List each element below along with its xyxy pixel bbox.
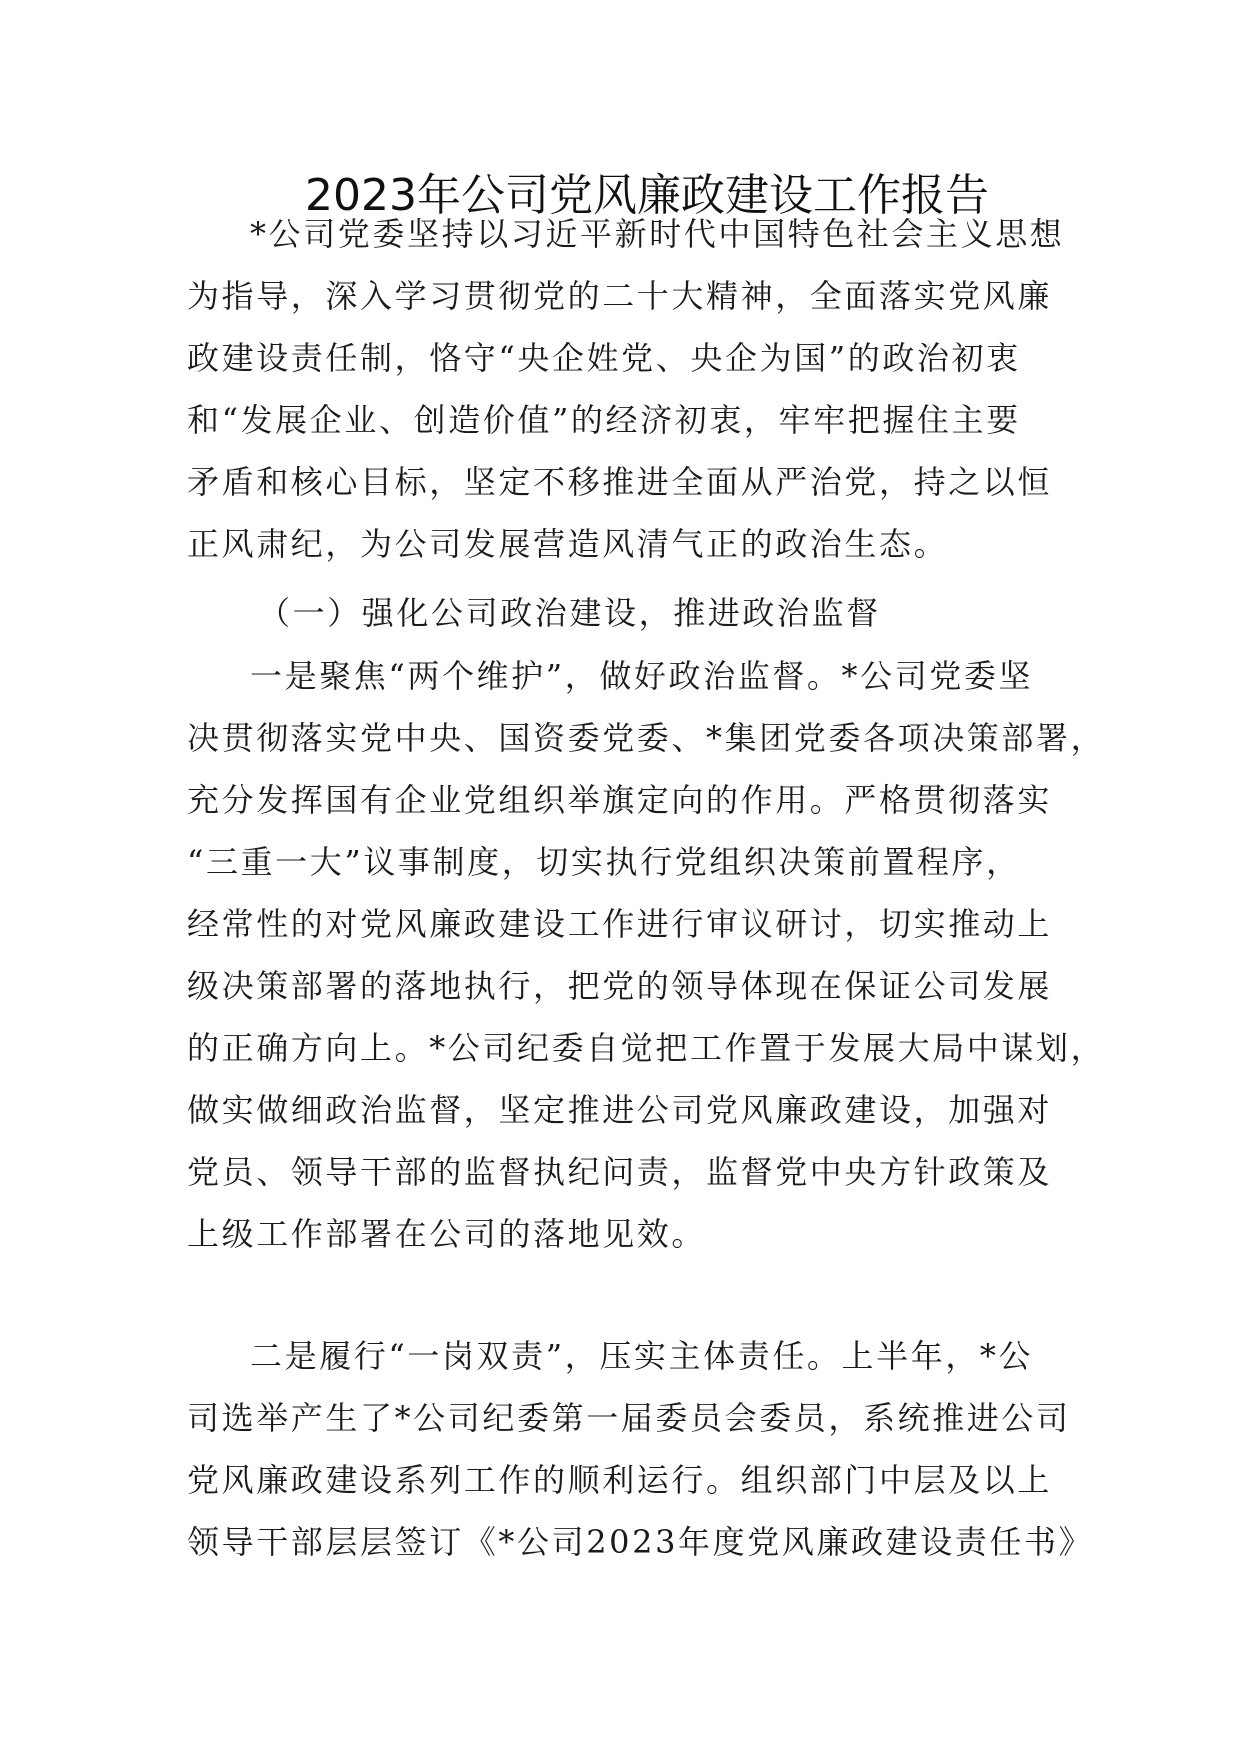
para1-line-10: 上级工作部署在公司的落地见效。 — [187, 1215, 707, 1253]
para2-line-3: 党风廉政建设系列工作的顺利运行。组织部门中层及以上 — [187, 1461, 1053, 1499]
intro-line-1: *公司党委坚持以习近平新时代中国特色社会主义思想 — [250, 215, 1065, 253]
section-heading: （一）强化公司政治建设，推进政治监督 — [258, 594, 881, 632]
para1-line-3: 充分发挥国有企业党组织举旗定向的作用。严格贯彻落实 — [187, 781, 1053, 819]
para1-line-5: 经常性的对党风廉政建设工作进行审议研讨，切实推动上 — [187, 905, 1053, 943]
document-title: 2023年公司党风廉政建设工作报告 — [305, 170, 989, 221]
para1-line-2: 决贯彻落实党中央、国资委党委、*集团党委各项决策部署， — [187, 719, 1106, 757]
para2-line-2: 司选举产生了*公司纪委第一届委员会委员，系统推进公司 — [187, 1399, 1071, 1437]
para1-line-1: 一是聚焦“两个维护”，做好政治监督。*公司党委坚 — [250, 657, 1034, 695]
intro-line-6: 正风肃纪，为公司发展营造风清气正的政治生态。 — [187, 525, 949, 563]
para1-line-9: 党员、领导干部的监督执纪问责，监督党中央方针政策及 — [187, 1153, 1053, 1191]
para1-line-4: “三重一大”议事制度，切实执行党组织决策前置程序， — [187, 843, 1021, 881]
para1-line-6: 级决策部署的落地执行，把党的领导体现在保证公司发展 — [187, 967, 1053, 1005]
para1-line-8: 做实做细政治监督，坚定推进公司党风廉政建设，加强对 — [187, 1091, 1053, 1129]
intro-line-5: 矛盾和核心目标，坚定不移推进全面从严治党，持之以恒 — [187, 463, 1053, 501]
intro-line-2: 为指导，深入学习贯彻党的二十大精神，全面落实党风廉 — [187, 277, 1053, 315]
para2-line-1: 二是履行“一岗双责”，压实主体责任。上半年，*公 — [250, 1337, 1034, 1375]
intro-line-3: 政建设责任制，恪守“央企姓党、央企为国”的政治初衷 — [187, 339, 1021, 377]
para2-line-4: 领导干部层层签订《*公司2023年度党风廉政建设责任书》 — [187, 1523, 1094, 1561]
para1-line-7: 的正确方向上。*公司纪委自觉把工作置于发展大局中谋划， — [187, 1029, 1106, 1067]
intro-line-4: 和“发展企业、创造价值”的经济初衷，牢牢把握住主要 — [187, 401, 1021, 439]
